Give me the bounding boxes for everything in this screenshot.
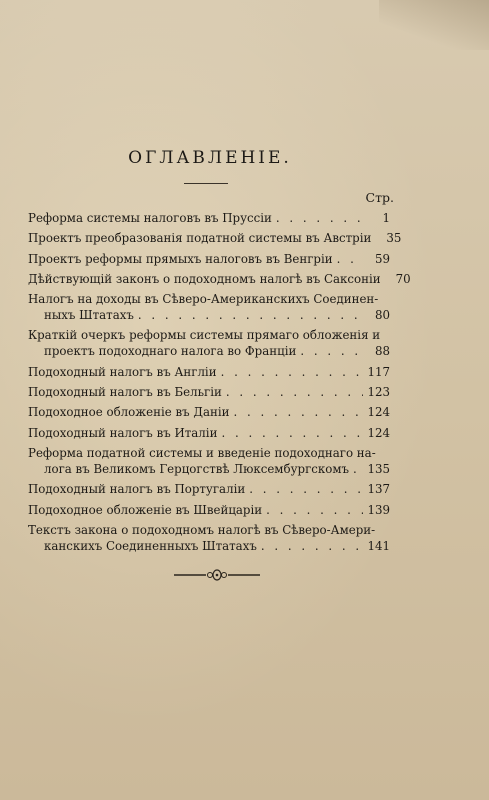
toc-entry-text: Подоходный налогъ въ Англіи xyxy=(28,364,217,379)
toc-entry xyxy=(28,210,390,226)
table-of-contents xyxy=(28,210,411,558)
leader-dots xyxy=(353,461,363,477)
toc-entry-text: Подоходный налогъ въ Бельгіи xyxy=(28,385,222,400)
toc-entry-text: Подоходное обложеніе въ Даніи xyxy=(28,405,230,420)
page-corner-shadow xyxy=(379,0,489,50)
toc-entry-text: Подоходный налогъ въ Португаліи xyxy=(28,482,246,497)
toc-entry xyxy=(28,230,402,246)
toc-page-number: 35 xyxy=(386,231,402,246)
leader-dots xyxy=(221,425,363,441)
toc-page-number: 117 xyxy=(367,364,390,379)
toc-entry xyxy=(28,522,390,554)
toc-page-number: 70 xyxy=(395,271,411,286)
toc-page-number: 124 xyxy=(367,425,390,440)
leader-dots xyxy=(221,364,364,380)
leader-dots xyxy=(266,502,363,518)
leader-dots xyxy=(261,538,364,554)
toc-entry-text: Краткій очеркъ реформы системы прямаго обложенія и xyxy=(28,328,381,343)
page-title: ОГЛАВЛЕНІЕ. xyxy=(128,148,292,168)
toc-entry-text: Реформа податной системы и введеніе подоходнаго на- xyxy=(28,445,376,460)
toc-page-number: 124 xyxy=(367,405,390,420)
toc-page-number: 139 xyxy=(367,502,390,517)
toc-entry xyxy=(28,364,390,380)
toc-page-number: 135 xyxy=(367,461,390,476)
toc-page-number: 137 xyxy=(367,482,390,497)
title-rule xyxy=(184,183,228,184)
leader-dots xyxy=(300,343,364,359)
toc-page-number: 123 xyxy=(367,385,390,400)
toc-entry xyxy=(28,251,390,267)
toc-entry xyxy=(28,404,390,420)
toc-entry-text: лога въ Великомъ Герцогствѣ Люксембургскомъ xyxy=(44,461,350,476)
leader-dots xyxy=(234,404,364,420)
toc-entry xyxy=(28,291,390,323)
leader-dots xyxy=(226,384,364,400)
toc-entry xyxy=(28,445,390,477)
leader-dots xyxy=(249,481,363,497)
toc-entry-text: канскихъ Соединенныхъ Штатахъ xyxy=(44,538,257,553)
toc-entry-text: Подоходное обложеніе въ Швейцаріи xyxy=(28,502,263,517)
toc-entry xyxy=(28,481,390,497)
toc-page-number: 59 xyxy=(374,251,390,266)
toc-page-number: 80 xyxy=(374,308,390,323)
toc-entry-text: Налогъ на доходы въ Сѣверо-Американскихъ Соединен- xyxy=(28,292,379,307)
toc-entry xyxy=(28,384,390,400)
toc-page-number: 1 xyxy=(382,211,390,225)
leader-dots xyxy=(337,251,364,267)
toc-page-number: 141 xyxy=(367,538,390,553)
toc-entry-text: Текстъ закона о подоходномъ налогѣ въ Сѣверо-Амери- xyxy=(28,522,376,537)
toc-entry-text: Проектъ реформы прямыхъ налоговъ въ Венгріи xyxy=(28,251,333,266)
ornament-divider xyxy=(172,568,262,582)
leader-dots xyxy=(276,210,364,226)
leader-dots xyxy=(138,307,364,323)
page-column-header: Стр. xyxy=(365,190,394,205)
toc-entry-text: Подоходный налогъ въ Италіи xyxy=(28,425,218,440)
toc-entry-text: проектъ подоходнаго налога во Франціи xyxy=(44,344,297,359)
toc-entry-text: Реформа системы налоговъ въ Пруссіи xyxy=(28,211,272,225)
toc-entry-text: Проектъ преобразованія податной системы въ Австріи xyxy=(28,231,372,246)
toc-entry xyxy=(28,502,390,518)
toc-page-number: 88 xyxy=(374,344,390,359)
toc-entry xyxy=(28,271,411,287)
toc-entry xyxy=(28,425,390,441)
toc-entry-text: Дѣйствующій законъ о подоходномъ налогѣ въ Саксоніи xyxy=(28,271,381,286)
toc-entry-text: ныхъ Штатахъ xyxy=(44,308,134,323)
toc-entry xyxy=(28,327,390,359)
